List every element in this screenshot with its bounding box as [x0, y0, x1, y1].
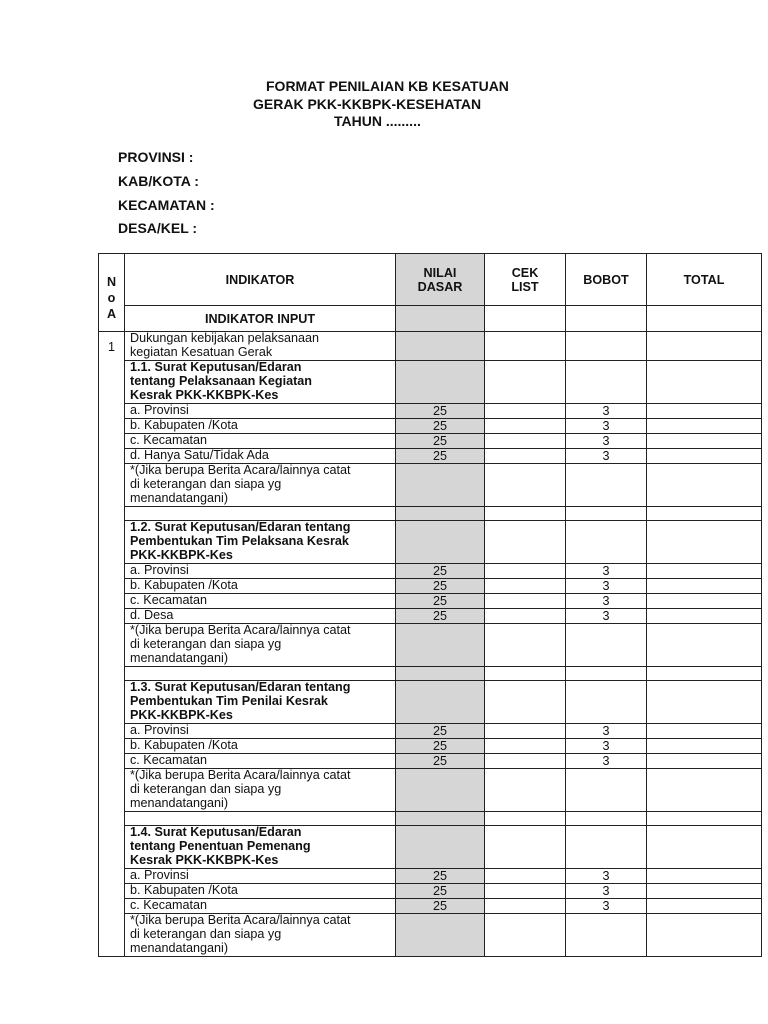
group-heading-row — [99, 521, 762, 564]
table-row — [99, 899, 762, 914]
note-line: di keterangan dan siapa yg — [130, 781, 282, 796]
cek-cell — [485, 464, 566, 507]
bobot-cell — [566, 624, 647, 667]
bobot-cell — [566, 769, 647, 812]
item-label: a. Provinsi — [125, 404, 396, 419]
table-row — [99, 579, 762, 594]
note-line: menandatangani) — [130, 650, 229, 665]
group-heading — [125, 826, 396, 869]
nilai-cell — [396, 826, 485, 869]
note-text — [125, 769, 396, 812]
bobot-value: 3 — [566, 609, 647, 624]
note-line: menandatangani) — [130, 795, 229, 810]
bobot-value: 3 — [566, 884, 647, 899]
group-heading-line: Kesrak PKK-KKBPK-Kes — [130, 852, 279, 867]
header-indikator: INDIKATOR — [125, 254, 396, 306]
bobot-value: 3 — [566, 449, 647, 464]
table-header-row — [99, 254, 762, 306]
indicator-text-line: kegiatan Kesatuan Gerak — [130, 344, 273, 359]
cek-cell — [485, 404, 566, 419]
nilai-cell — [396, 507, 485, 521]
header-nilai-dasar: NILAI DASAR — [396, 254, 485, 306]
bobot-value: 3 — [566, 754, 647, 769]
item-label: c. Kecamatan — [125, 434, 396, 449]
table-row — [99, 332, 762, 361]
row-number: 1 — [99, 332, 125, 957]
group-heading-line: PKK-KKBPK-Kes — [130, 707, 233, 722]
group-heading-line: 1.3. Surat Keputusan/Edaran tentang — [130, 680, 351, 694]
total-cell — [647, 579, 762, 594]
cek-cell — [485, 609, 566, 624]
table-row — [99, 609, 762, 624]
item-label: a. Provinsi — [125, 869, 396, 884]
nilai-cell — [396, 521, 485, 564]
total-cell — [647, 564, 762, 579]
note-row — [99, 914, 762, 957]
group-heading-line: 1.4. Surat Keputusan/Edaran — [130, 825, 302, 839]
note-line: *(Jika berupa Berita Acara/lainnya catat — [130, 463, 351, 477]
cek-cell — [485, 449, 566, 464]
total-cell — [647, 869, 762, 884]
spacer-row — [99, 667, 762, 681]
section-indikator-input: INDIKATOR INPUT — [125, 306, 396, 332]
total-cell — [647, 594, 762, 609]
cek-cell — [485, 739, 566, 754]
cek-cell — [485, 826, 566, 869]
table-row — [99, 754, 762, 769]
item-label: c. Kecamatan — [125, 754, 396, 769]
nilai-dasar-value: 25 — [396, 739, 485, 754]
note-line: menandatangani) — [130, 490, 229, 505]
table-row — [99, 419, 762, 434]
spacer-row — [99, 507, 762, 521]
total-cell — [647, 812, 762, 826]
nilai-dasar-value: 25 — [396, 899, 485, 914]
table-row — [99, 884, 762, 899]
nilai-dasar-value: 25 — [396, 609, 485, 624]
nilai-cell — [396, 361, 485, 404]
item-label: d. Desa — [125, 609, 396, 624]
cek-cell — [485, 564, 566, 579]
bobot-cell — [566, 521, 647, 564]
cek-cell — [485, 681, 566, 724]
group-heading — [125, 681, 396, 724]
header-total: TOTAL — [647, 254, 762, 306]
table-row — [99, 564, 762, 579]
form-title-line-1: FORMAT PENILAIAN KB KESATUAN — [266, 78, 509, 94]
bobot-value: 3 — [566, 564, 647, 579]
field-desa-kel: DESA/KEL : — [118, 220, 198, 236]
total-cell — [647, 667, 762, 681]
nilai-dasar-value: 25 — [396, 724, 485, 739]
total-cell — [647, 434, 762, 449]
assessment-table — [98, 253, 762, 957]
total-cell — [647, 464, 762, 507]
table-row — [99, 434, 762, 449]
group-heading-line: 1.1. Surat Keputusan/Edaran — [130, 360, 302, 374]
cek-cell — [485, 667, 566, 681]
nilai-dasar-value: 25 — [396, 404, 485, 419]
cek-cell — [485, 594, 566, 609]
group-heading-line: Kesrak PKK-KKBPK-Kes — [130, 387, 279, 402]
item-label: b. Kabupaten /Kota — [125, 739, 396, 754]
note-line: di keterangan dan siapa yg — [130, 926, 282, 941]
nilai-cell — [396, 914, 485, 957]
total-cell — [647, 739, 762, 754]
total-cell — [647, 769, 762, 812]
total-cell — [647, 449, 762, 464]
total-cell — [647, 724, 762, 739]
total-cell — [647, 404, 762, 419]
group-heading — [125, 361, 396, 404]
header-cek-list: CEK LIST — [485, 254, 566, 306]
bobot-cell — [566, 826, 647, 869]
total-cell — [647, 914, 762, 957]
item-label: a. Provinsi — [125, 564, 396, 579]
bobot-cell — [566, 667, 647, 681]
bobot-value: 3 — [566, 404, 647, 419]
note-text — [125, 914, 396, 957]
cek-cell — [485, 914, 566, 957]
note-line: di keterangan dan siapa yg — [130, 476, 282, 491]
empty-cell — [125, 507, 396, 521]
table-row — [99, 594, 762, 609]
header-no: N o A — [99, 254, 125, 332]
bobot-value: 3 — [566, 739, 647, 754]
cek-cell — [485, 419, 566, 434]
nilai-dasar-value: 25 — [396, 449, 485, 464]
group-heading-line: Pembentukan Tim Penilai Kesrak — [130, 693, 328, 708]
total-cell — [647, 884, 762, 899]
table-row — [99, 724, 762, 739]
nilai-cell — [396, 464, 485, 507]
indicator-text — [125, 332, 396, 361]
bobot-cell — [566, 812, 647, 826]
nilai-cell — [396, 332, 485, 361]
item-label: b. Kabupaten /Kota — [125, 419, 396, 434]
cek-cell — [485, 579, 566, 594]
table-row — [99, 404, 762, 419]
cek-cell — [485, 812, 566, 826]
cek-cell — [485, 624, 566, 667]
header-bobot: BOBOT — [566, 254, 647, 306]
note-text — [125, 464, 396, 507]
group-heading-row — [99, 681, 762, 724]
nilai-cell — [396, 667, 485, 681]
cek-cell — [485, 769, 566, 812]
note-line: di keterangan dan siapa yg — [130, 636, 282, 651]
cek-cell — [485, 884, 566, 899]
group-heading-row — [99, 361, 762, 404]
spacer-row — [99, 812, 762, 826]
cek-cell — [485, 521, 566, 564]
table-row — [99, 449, 762, 464]
cek-cell — [485, 724, 566, 739]
group-heading-line: Pembentukan Tim Pelaksana Kesrak — [130, 533, 349, 548]
note-row — [99, 624, 762, 667]
bobot-cell — [566, 914, 647, 957]
total-cell — [647, 361, 762, 404]
total-cell — [647, 507, 762, 521]
total-cell — [647, 609, 762, 624]
note-row — [99, 769, 762, 812]
group-heading-line: 1.2. Surat Keputusan/Edaran tentang — [130, 520, 351, 534]
bobot-cell — [566, 681, 647, 724]
bobot-value: 3 — [566, 434, 647, 449]
note-text — [125, 624, 396, 667]
nilai-dasar-value: 25 — [396, 869, 485, 884]
total-cell — [647, 332, 762, 361]
total-cell — [647, 419, 762, 434]
group-heading-line: tentang Pelaksanaan Kegiatan — [130, 373, 312, 388]
cek-cell — [485, 899, 566, 914]
group-heading-line: PKK-KKBPK-Kes — [130, 547, 233, 562]
total-cell — [647, 754, 762, 769]
cek-cell — [485, 361, 566, 404]
group-heading — [125, 521, 396, 564]
cek-cell — [485, 754, 566, 769]
nilai-cell — [396, 624, 485, 667]
bobot-value: 3 — [566, 579, 647, 594]
total-cell — [647, 624, 762, 667]
field-kab-kota: KAB/KOTA : — [118, 173, 199, 189]
group-heading-row — [99, 826, 762, 869]
bobot-value: 3 — [566, 594, 647, 609]
bobot-cell — [566, 361, 647, 404]
form-title-line-2: GERAK PKK-KKBPK-KESEHATAN — [253, 96, 482, 112]
item-label: d. Hanya Satu/Tidak Ada — [125, 449, 396, 464]
nilai-cell — [396, 769, 485, 812]
total-cell — [647, 521, 762, 564]
nilai-cell — [396, 681, 485, 724]
table-row — [99, 869, 762, 884]
total-cell — [647, 826, 762, 869]
cek-cell — [485, 332, 566, 361]
empty-cell — [125, 667, 396, 681]
note-line: *(Jika berupa Berita Acara/lainnya catat — [130, 623, 351, 637]
item-label: a. Provinsi — [125, 724, 396, 739]
nilai-cell — [396, 812, 485, 826]
empty-cell — [125, 812, 396, 826]
nilai-dasar-value: 25 — [396, 564, 485, 579]
bobot-value: 3 — [566, 869, 647, 884]
indicator-text-line: Dukungan kebijakan pelaksanaan — [130, 331, 320, 345]
section-input-row — [99, 306, 762, 332]
bobot-cell — [566, 464, 647, 507]
nilai-dasar-value: 25 — [396, 419, 485, 434]
bobot-cell — [566, 332, 647, 361]
total-cell — [647, 899, 762, 914]
item-label: b. Kabupaten /Kota — [125, 884, 396, 899]
note-line: *(Jika berupa Berita Acara/lainnya catat — [130, 913, 351, 927]
table-row — [99, 739, 762, 754]
note-line: menandatangani) — [130, 940, 229, 955]
note-row — [99, 464, 762, 507]
nilai-dasar-value: 25 — [396, 884, 485, 899]
note-line: *(Jika berupa Berita Acara/lainnya catat — [130, 768, 351, 782]
group-heading-line: tentang Penentuan Pemenang — [130, 838, 311, 853]
nilai-dasar-value: 25 — [396, 594, 485, 609]
bobot-value: 3 — [566, 899, 647, 914]
field-kecamatan: KECAMATAN : — [118, 197, 215, 213]
field-provinsi: PROVINSI : — [118, 149, 194, 165]
bobot-value: 3 — [566, 419, 647, 434]
form-title-line-3: TAHUN ......... — [334, 113, 421, 129]
cek-cell — [485, 869, 566, 884]
bobot-value: 3 — [566, 724, 647, 739]
item-label: c. Kecamatan — [125, 899, 396, 914]
item-label: b. Kabupaten /Kota — [125, 579, 396, 594]
cek-cell — [485, 434, 566, 449]
total-cell — [647, 681, 762, 724]
cek-cell — [485, 507, 566, 521]
nilai-dasar-value: 25 — [396, 579, 485, 594]
item-label: c. Kecamatan — [125, 594, 396, 609]
nilai-dasar-value: 25 — [396, 754, 485, 769]
nilai-dasar-value: 25 — [396, 434, 485, 449]
bobot-cell — [566, 507, 647, 521]
